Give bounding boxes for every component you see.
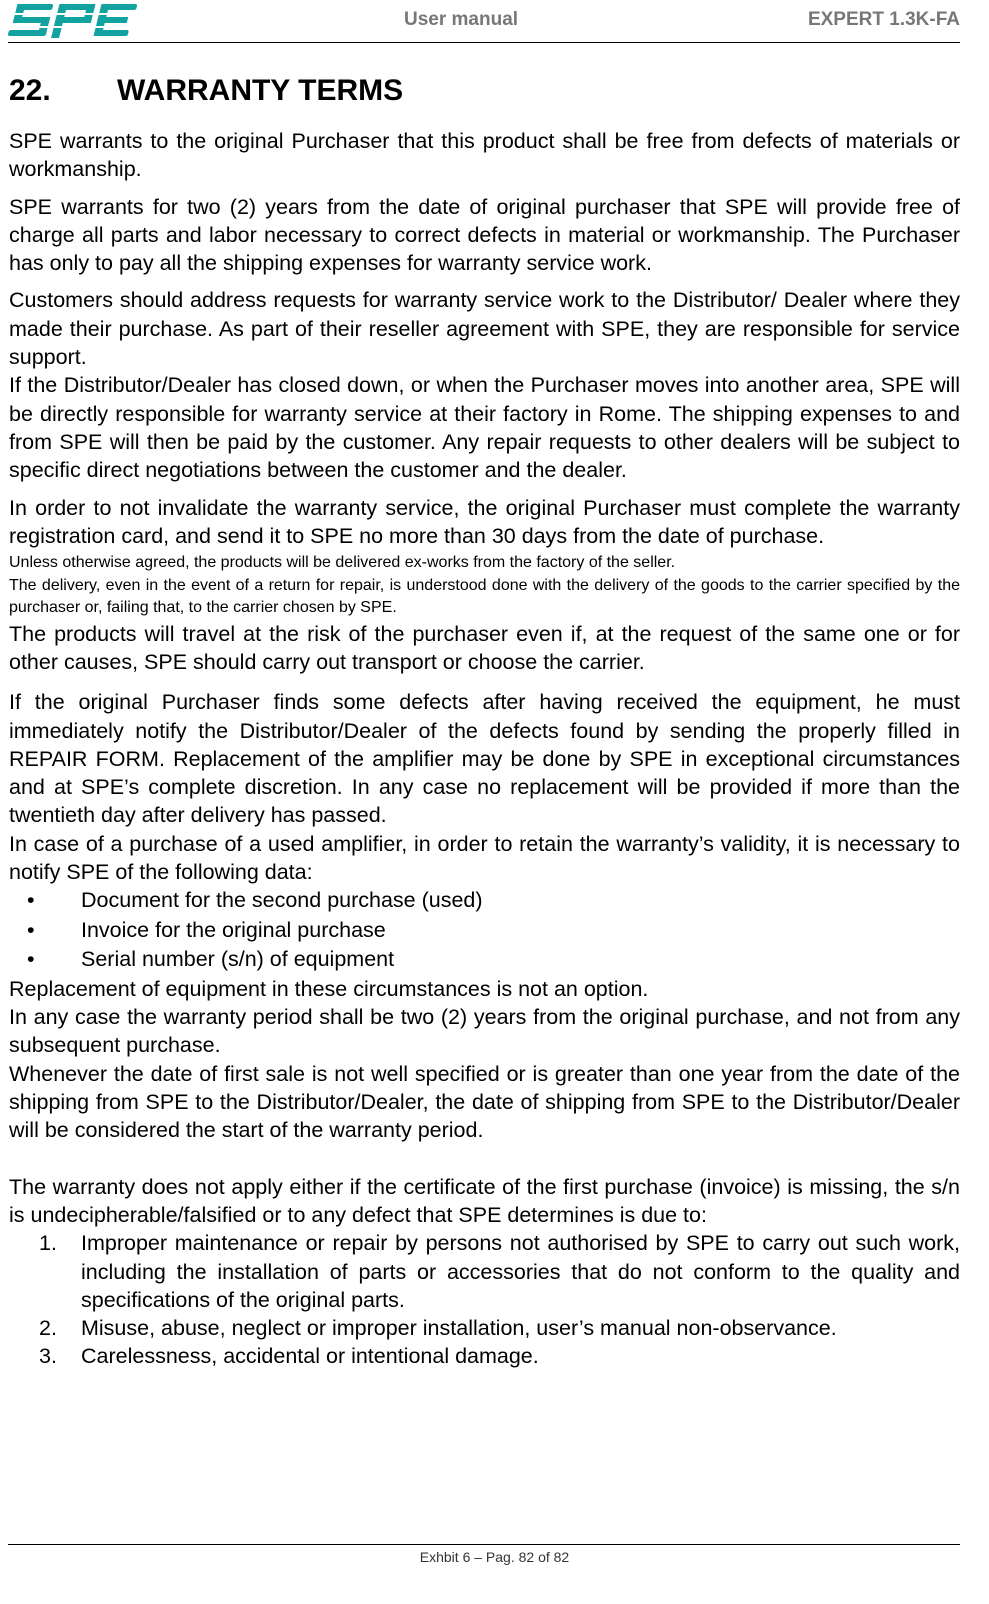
list-item: • Serial number (s/n) of equipment: [9, 945, 960, 975]
list-number: 1.: [39, 1231, 57, 1256]
spe-logo-graphic: [8, 2, 138, 40]
page-footer: Exhbit 6 – Pag. 82 of 82: [419, 1549, 570, 1565]
paragraph-exclusions: The warranty does not apply either if the certificate of the first purchase (invoice) is missing, the s/n is undecipherable/falsified or to any defect that SPE determines is due to:: [9, 1174, 960, 1227]
model-name: EXPERT 1.3K-FA: [807, 9, 960, 30]
list-item: • Document for the second purchase (used): [9, 886, 960, 916]
list-item: 2. Misuse, abuse, neglect or improper installation, user’s manual non-observance.: [9, 1314, 960, 1342]
paragraph-service-requests: Customers should address requests for warranty service work to the Distributor/ Dealer where they made their purchase. As part of their reseller agreement with SPE, they are responsible for service support.: [9, 288, 960, 370]
paragraph-warranty-intro: SPE warrants to the original Purchaser that this product shall be free from defects of materials or workmanship.: [9, 129, 960, 182]
required-data-list: [9, 886, 960, 975]
exclusions-list: [9, 1229, 960, 1370]
footer-divider: [8, 1544, 960, 1545]
bullet-icon: •: [27, 917, 35, 942]
section-number: 22.: [9, 74, 51, 107]
list-number: 2.: [39, 1316, 57, 1341]
list-item: • Invoice for the original purchase: [9, 916, 960, 946]
page-content: [9, 71, 960, 1371]
spe-logo: [8, 2, 138, 40]
section-heading: WARRANTY TERMS: [117, 74, 404, 107]
bullet-icon: •: [27, 947, 35, 972]
paragraph-no-replacement: Replacement of equipment in these circumstances is not an option.: [9, 976, 649, 1001]
paragraph-warranty-period: SPE warrants for two (2) years from the date of original purchaser that SPE will provide free of charge all parts and labor necessary to correct defects in material or workmanship. The Purchaser has only to pay all the shipping expenses for warranty service work.: [9, 194, 960, 276]
paragraph-used-amplifier: In case of a purchase of a used amplifier, in order to retain the warranty’s validity, it is necessary to notify SPE of the following data:: [9, 831, 960, 885]
note-delivery-terms: Unless otherwise agreed, the products will be delivered ex-works from the factory of the seller.: [9, 554, 676, 572]
paragraph-registration: In order to not invalidate the warranty service, the original Purchaser must complete the warranty registration card, and send it to SPE no more than 30 days from the date of purchase.: [9, 495, 960, 548]
paragraph-period-original: In any case the warranty period shall be two (2) years from the original purchase, and not from any subsequent purchase.: [9, 1005, 960, 1058]
list-item: 1. Improper maintenance or repair by persons not authorised by SPE to carry out such work, including the installation of parts or accessories that do not conform to the quality and specifications of the original parts.: [39, 1231, 960, 1312]
header-divider: [8, 42, 960, 43]
paragraph-transport-risk: The products will travel at the risk of the purchaser even if, at the request of the same one or for other causes, SPE should carry out transport or choose the carrier.: [9, 621, 960, 674]
bullet-icon: •: [27, 888, 35, 913]
paragraph-dealer-closed: If the Distributor/Dealer has closed down, or when the Purchaser moves into another area, SPE will be directly responsible for warranty service at their factory in Rome. The shipping expenses to and from SPE will then be paid by the customer. Any repair requests to other dealers will be subject to specific direct negotiations between the customer and the dealer.: [9, 373, 960, 483]
manual-label: User manual: [404, 9, 519, 30]
list-number: 3.: [39, 1344, 57, 1369]
paragraph-defects-found: If the original Purchaser finds some defects after having received the equipment, he must immediately notify the Distributor/Dealer of the defects found by sending the properly filled in REPAIR FORM. Replacement of the amplifier may be done by SPE in exceptional circumstances and at SPE’s complete discretion. In any case no replacement will be provided if more than the twentieth day after delivery has passed.: [9, 690, 960, 828]
paragraph-first-sale-date: Whenever the date of first sale is not well specified or is greater than one year from the date of the shipping from SPE to the Distributor/Dealer, the date of shipping from SPE to the Distributor/Dealer will be considered the start of the warranty period.: [9, 1061, 960, 1143]
list-item: 3. Carelessness, accidental or intentional damage.: [9, 1342, 960, 1370]
note-delivery-carrier: The delivery, even in the event of a return for repair, is understood done with the delivery of the goods to the carrier specified by the purchaser or, failing that, to the carrier chosen by SPE.: [9, 576, 960, 617]
page-header: [0, 0, 989, 42]
section-title: [9, 71, 960, 111]
